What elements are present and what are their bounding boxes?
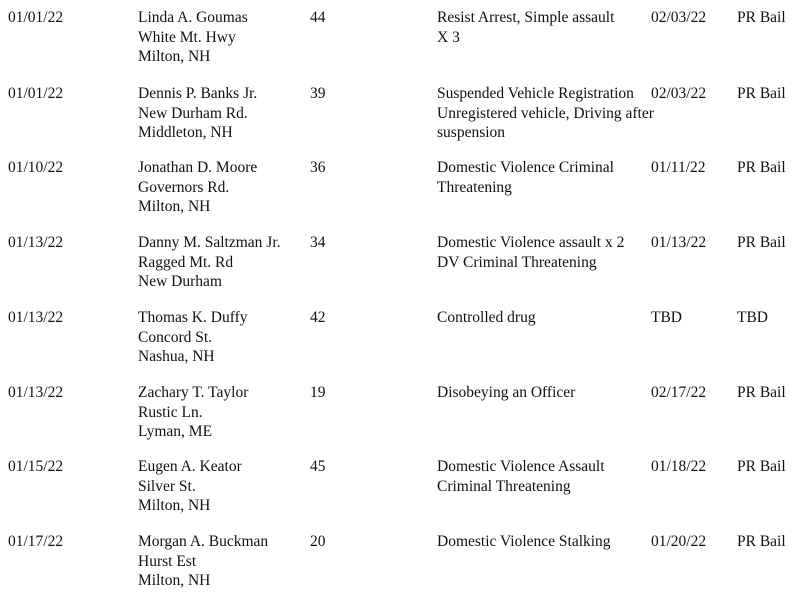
charge-line: Domestic Violence Stalking — [437, 533, 611, 550]
charges — [437, 233, 624, 272]
charge-line: Resist Arrest, Simple assault — [437, 9, 615, 26]
address-line: Milton, NH — [138, 572, 211, 589]
arrestee-name-address — [138, 457, 242, 516]
charges — [437, 8, 614, 47]
arrestee-name: Thomas K. Duffy — [138, 309, 248, 326]
court-date: 02/03/22 — [651, 9, 707, 26]
address-line: Lyman, ME — [138, 423, 213, 440]
arrestee-age: 39 — [310, 85, 326, 102]
arrestee-age: 34 — [310, 234, 326, 251]
address-line: Silver St. — [138, 477, 196, 495]
charge-line: Disobeying an Officer — [437, 384, 576, 401]
charges — [437, 532, 611, 552]
arrest-date: 01/01/22 — [8, 9, 64, 26]
arrestee-name-address — [138, 532, 268, 591]
bail-status: PR Bail — [737, 533, 786, 550]
charges — [437, 158, 614, 197]
court-date: 01/11/22 — [651, 159, 706, 176]
address-line: Nashua, NH — [138, 348, 215, 365]
arrestee-name: Linda A. Goumas — [138, 9, 248, 26]
arrestee-name: Jonathan D. Moore — [138, 159, 258, 176]
address-line: Milton, NH — [138, 48, 211, 65]
charge-line: X 3 — [437, 28, 460, 46]
charge-line: Unregistered vehicle, Driving after — [437, 104, 654, 122]
arrest-date: 01/17/22 — [8, 533, 64, 550]
arrestee-age: 45 — [310, 458, 326, 475]
address-line: New Durham — [138, 273, 222, 290]
bail-status: TBD — [737, 309, 768, 326]
arrestee-name-address — [138, 383, 248, 442]
charge-line: Controlled drug — [437, 309, 536, 326]
arrestee-name: Danny M. Saltzman Jr. — [138, 234, 281, 251]
address-line: Milton, NH — [138, 497, 211, 514]
charge-line: Threatening — [437, 178, 512, 196]
arrestee-name: Eugen A. Keator — [138, 458, 242, 475]
charge-line: Domestic Violence assault x 2 — [437, 234, 625, 251]
court-date: 02/03/22 — [651, 85, 707, 102]
arrestee-age: 44 — [310, 9, 326, 26]
bail-status: PR Bail — [737, 384, 786, 401]
address-line: Middleton, NH — [138, 124, 233, 141]
bail-status: PR Bail — [737, 458, 786, 475]
bail-status: PR Bail — [737, 85, 786, 102]
arrestee-age: 36 — [310, 159, 326, 176]
arrestee-name: Morgan A. Buckman — [138, 533, 269, 550]
arrest-date: 01/01/22 — [8, 85, 64, 102]
address-line: Milton, NH — [138, 198, 211, 215]
court-date: 01/18/22 — [651, 458, 707, 475]
address-line: Governors Rd. — [138, 178, 230, 196]
address-line: New Durham Rd. — [138, 104, 248, 122]
arrestee-name: Dennis P. Banks Jr. — [138, 85, 258, 102]
bail-status: PR Bail — [737, 234, 786, 251]
arrestee-name-address — [138, 233, 281, 292]
charges — [437, 308, 536, 328]
arrestee-name: Zachary T. Taylor — [138, 384, 249, 401]
charges — [437, 457, 605, 496]
arrestee-name-address — [138, 84, 257, 143]
charge-line: suspension — [437, 124, 506, 141]
arrestee-name-address — [138, 158, 257, 217]
address-line: Concord St. — [138, 328, 213, 346]
charge-line: DV Criminal Threatening — [437, 253, 597, 271]
charge-line: Criminal Threatening — [437, 477, 571, 495]
arrestee-age: 20 — [310, 533, 326, 550]
court-date: 02/17/22 — [651, 384, 707, 401]
charge-line: Domestic Violence Assault — [437, 458, 605, 475]
arrest-date: 01/15/22 — [8, 458, 64, 475]
arrest-date: 01/13/22 — [8, 384, 64, 401]
charge-line: Suspended Vehicle Registration — [437, 85, 634, 102]
arrest-date: 01/10/22 — [8, 159, 64, 176]
arrestee-name-address — [138, 308, 248, 367]
arrest-date: 01/13/22 — [8, 309, 64, 326]
address-line: Ragged Mt. Rd — [138, 253, 234, 271]
address-line: White Mt. Hwy — [138, 28, 236, 46]
charge-line: Domestic Violence Criminal — [437, 159, 614, 176]
arrestee-age: 42 — [310, 309, 326, 326]
arrestee-name-address — [138, 8, 248, 67]
charges — [437, 84, 654, 143]
charges — [437, 383, 575, 403]
arrestee-age: 19 — [310, 384, 326, 401]
court-date: 01/13/22 — [651, 234, 707, 251]
bail-status: PR Bail — [737, 9, 786, 26]
address-line: Hurst Est — [138, 552, 197, 570]
court-date: TBD — [651, 309, 682, 326]
bail-status: PR Bail — [737, 159, 786, 176]
address-line: Rustic Ln. — [138, 403, 203, 421]
court-date: 01/20/22 — [651, 533, 707, 550]
arrest-date: 01/13/22 — [8, 234, 64, 251]
